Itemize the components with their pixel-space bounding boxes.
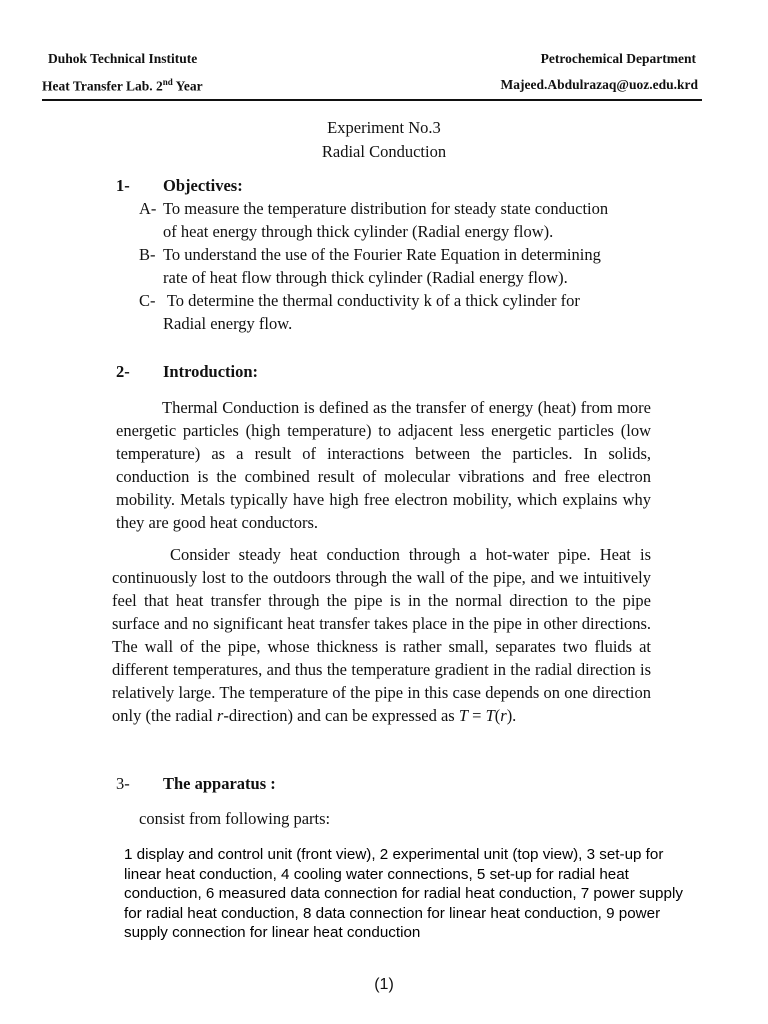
page-number: (1) [374,976,394,993]
apparatus-heading: The apparatus : [163,774,276,793]
para2-T2: T [485,706,495,725]
header-divider [42,99,702,101]
introduction-heading: Introduction: [163,362,259,381]
header-lab-sup: nd [162,77,173,87]
experiment-title: Radial Conduction [321,142,447,161]
objective-text: To determine the thermal conductivity k of a thick cylinder for [163,291,580,310]
header-department: Petrochemical Department [540,51,696,66]
para2-main: Consider steady heat conduction through a hot-water pipe. Heat is continuously lost to the outdoors through the wall of the pipe, and we intuitively feel that heat transfer through the pipe is in the normal direction to the pipe surface and no significant heat transfer takes place in the pipe in other directions. The wall of the pipe, whose thickness is rather small, separates two fluids at different temperatures, and thus the temperature gradient in the radial direction is relatively large. The temperature of the pipe in this case depends on one direction only (the radial [112,545,651,725]
objective-item-b [139,243,679,266]
header-lab-suffix: Year [172,78,203,94]
objective-label: B- [139,245,156,264]
objective-item-b-cont: rate of heat flow through thick cylinder (Radial energy flow). [163,268,568,287]
para2-T: T [458,706,469,725]
caption-line: 1 display and control unit (front view), 2 experimental unit (top view), 3 set-up for [124,846,664,863]
objectives-number: 1- [116,176,130,195]
objective-item-a [139,197,679,220]
introduction-number: 2- [116,362,130,381]
apparatus-intro: consist from following parts: [139,809,331,828]
para2-r2: r [500,706,507,725]
caption-line: for radial heat conduction, 8 data connection for linear heat conduction, 9 power [124,904,661,922]
para2-close: ). [506,706,517,725]
para2-open: ( [494,706,501,725]
introduction-paragraph-1: Thermal Conduction is defined as the transfer of energy (heat) from more energetic particles (high temperature) to adjacent less energetic particles (low temperature) as a result of interactions between the particles. In solids, conduction is the combined result of molecular vibrations and free electron mobility. Metals typically have high free electron mobility, which explains why they are good heat conductors. [116,398,651,532]
introduction-paragraph-2 [112,543,651,727]
objective-label: C- [139,291,156,310]
caption-line: linear heat conduction, 4 cooling water connections, 5 set-up for radial heat [124,865,629,883]
objectives-heading: Objectives: [163,176,243,195]
header-institute: Duhok Technical Institute [48,51,198,66]
header-email[interactable]: Majeed.Abdulrazaq@uoz.edu.krd [500,77,698,92]
para2-eq: = [468,706,486,725]
para2-mid: -direction) and can be expressed as [223,706,459,725]
apparatus-number: 3- [116,774,130,793]
experiment-number: Experiment No.3 [327,118,441,137]
objective-item-c-cont: Radial energy flow. [163,314,293,333]
apparatus-parts-caption [124,845,714,943]
caption-line: supply connection for linear heat conduction [124,924,421,941]
header-lab [42,77,203,95]
objective-item-c [139,289,679,312]
header-lab-prefix: Heat Transfer Lab. 2 [42,78,163,94]
objective-item-a-cont: of heat energy through thick cylinder (Radial energy flow). [163,222,554,241]
objective-text: To understand the use of the Fourier Rate Equation in determining [163,245,601,264]
objective-label: A- [139,199,157,218]
objectives-list [139,197,679,335]
para2-r: r [216,706,224,725]
caption-line: conduction, 6 measured data connection for radial heat conduction, 7 power supply [124,885,683,902]
objective-text: To measure the temperature distribution for steady state conduction [163,199,609,218]
